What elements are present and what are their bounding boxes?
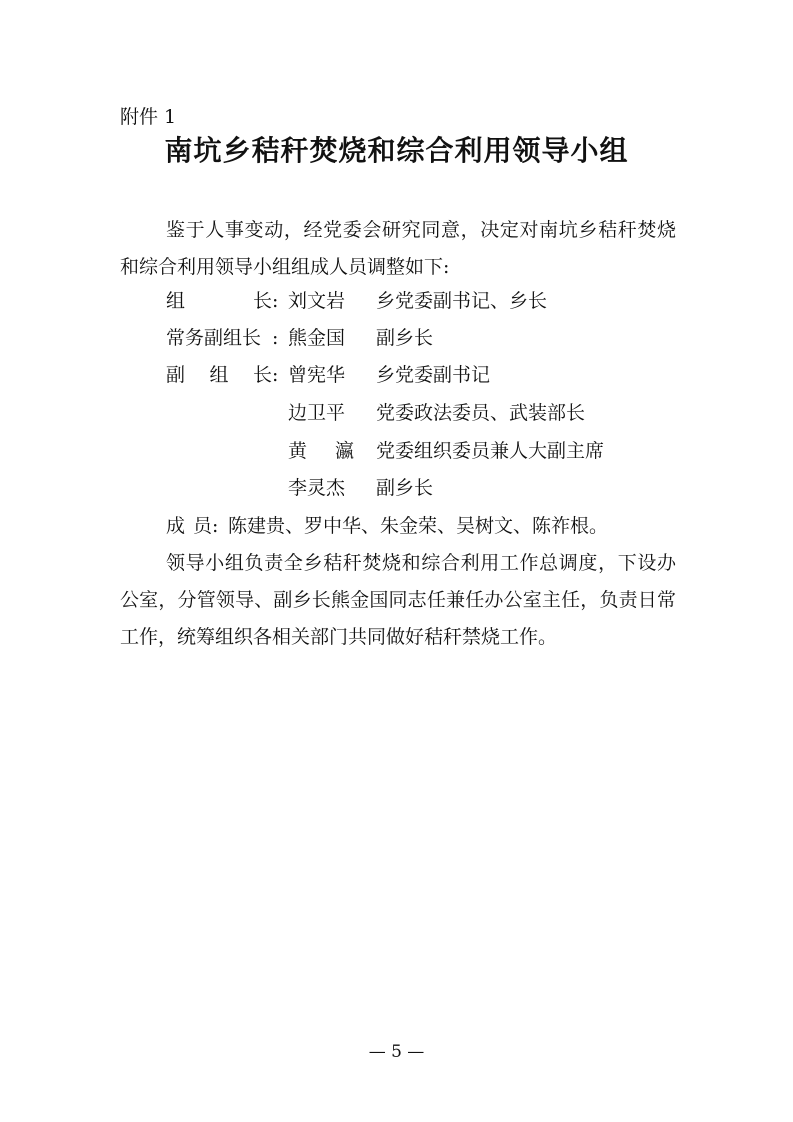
deputy-position: 党委政法委员、武装部长 — [376, 402, 586, 424]
executive-deputy-name: 熊金国 — [288, 327, 346, 349]
leader-colon: : — [272, 290, 279, 312]
intro-paragraph: 鉴于人事变动，经党委会研究同意，决定对南坑乡秸秆焚烧和综合利用领导小组组成人员调整如下: — [120, 219, 676, 278]
deputy-name: 李灵杰 — [288, 477, 346, 499]
deputy-row-4 — [288, 470, 433, 507]
duty-paragraph: 领导小组负责全乡秸秆焚烧和综合利用工作总调度，下设办公室，分管领导、副乡长熊金国同志任兼任办公室主任，负责日常工作，统筹组织各相关部门共同做好秸秆禁烧工作。 — [120, 552, 676, 648]
executive-deputy-label: 常务副组长 — [166, 327, 262, 349]
deputy-row-1 — [166, 357, 490, 394]
members-row — [166, 508, 608, 545]
deputy-position: 党委组织委员兼人大副主席 — [376, 440, 605, 462]
deputy-position: 乡党委副书记 — [376, 364, 491, 386]
leader-row — [166, 283, 547, 320]
members-colon: : — [212, 515, 219, 537]
executive-deputy-colon: : — [272, 327, 279, 349]
executive-deputy-row — [166, 320, 433, 357]
leader-name: 刘文岩 — [288, 290, 346, 312]
document-title: 南坑乡秸秆焚烧和综合利用领导小组 — [164, 134, 629, 167]
deputy-position: 副乡长 — [376, 477, 434, 499]
deputy-row-3 — [288, 433, 604, 470]
deputy-name: 黄 瀛 — [288, 440, 354, 462]
attachment-label: 附件 1 — [120, 106, 177, 128]
members-names: 陈建贵、罗中华、朱金荣、吴树文、陈祚根。 — [228, 515, 609, 537]
deputy-row-2 — [288, 395, 585, 432]
deputy-colon: : — [272, 364, 279, 386]
members-label: 成 员 — [166, 515, 212, 537]
page-number: — 5 — — [368, 1042, 425, 1062]
deputy-label: 副 组 长 — [166, 364, 272, 386]
deputy-name: 曾宪华 — [288, 364, 346, 386]
deputy-name: 边卫平 — [288, 402, 346, 424]
leader-position: 乡党委副书记、乡长 — [376, 290, 548, 312]
leader-label: 组 长 — [166, 290, 272, 312]
executive-deputy-position: 副乡长 — [376, 327, 434, 349]
